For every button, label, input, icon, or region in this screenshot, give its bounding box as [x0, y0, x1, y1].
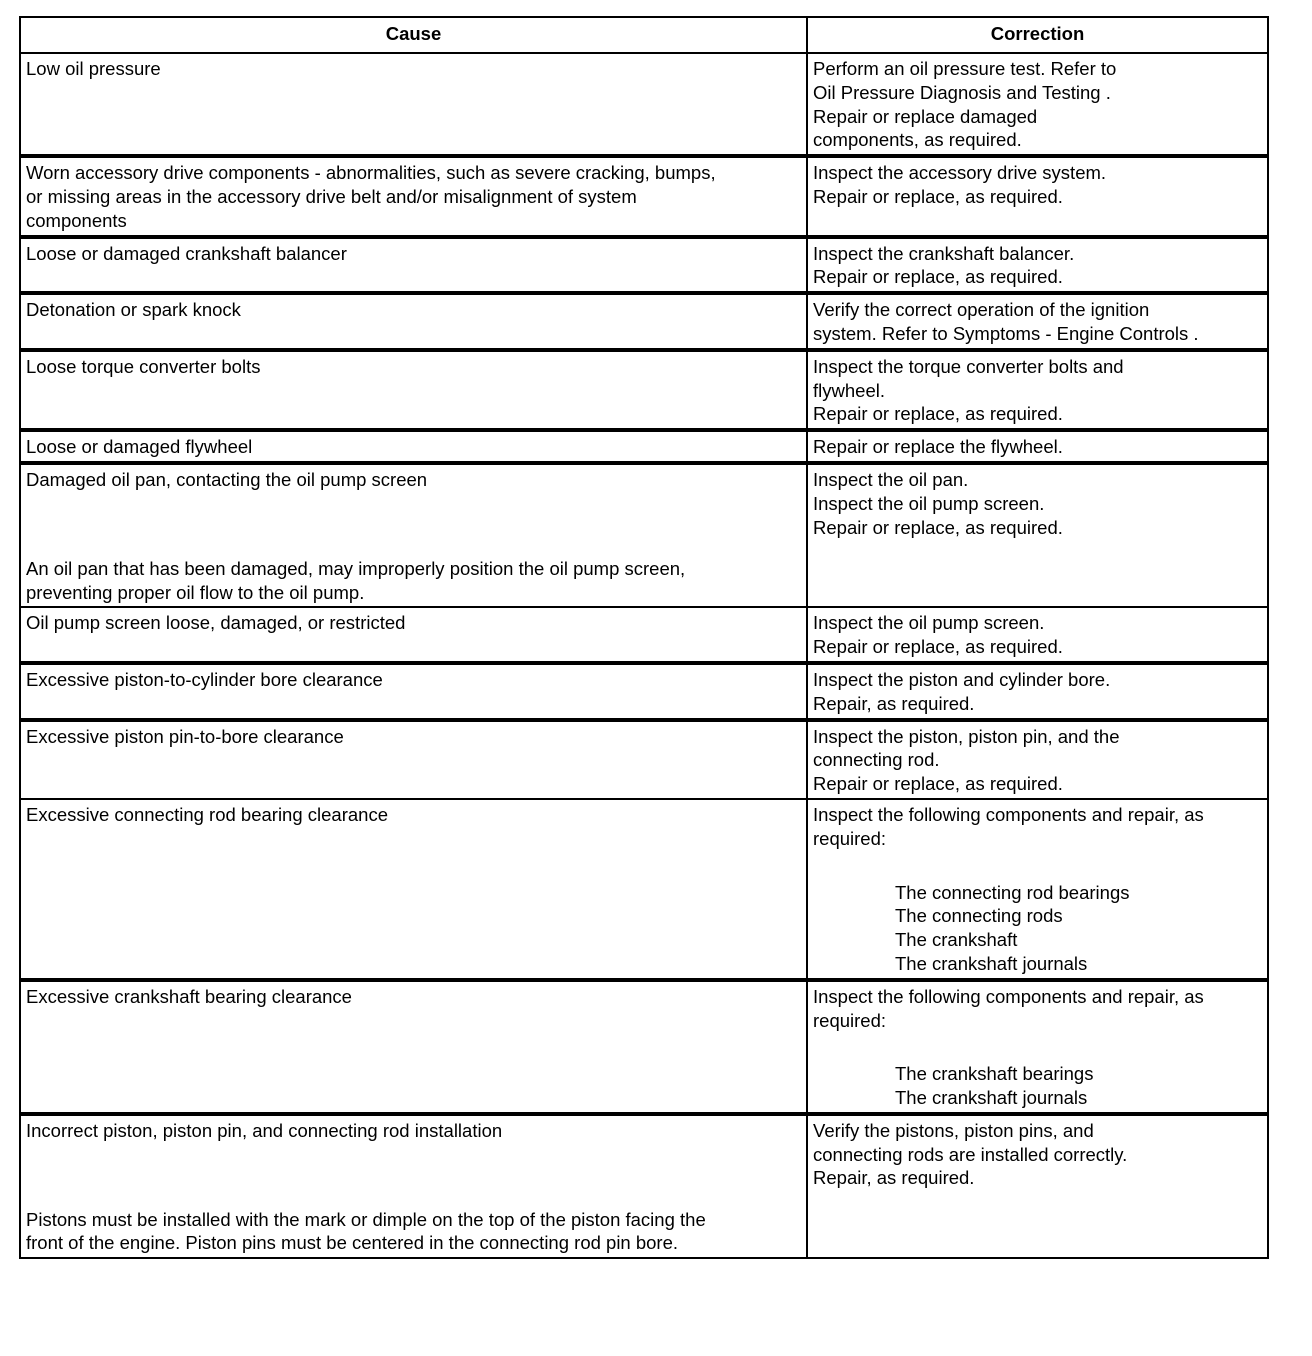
- correction-text: Repair or replace, as required.: [813, 773, 1063, 795]
- spacer: [26, 1143, 801, 1208]
- correction-text: Inspect the oil pump screen.: [813, 612, 1045, 634]
- correction-text: Inspect the oil pump screen.: [813, 492, 1045, 514]
- component-list-item: The crankshaft journals: [895, 1087, 1088, 1109]
- cause-cell: [20, 720, 807, 799]
- correction-cell: [807, 663, 1268, 720]
- correction-text: Verify the pistons, piston pins, and: [813, 1119, 1094, 1141]
- cause-cell: [20, 663, 807, 720]
- correction-cell: [807, 53, 1268, 156]
- cause-text: Loose or damaged crankshaft balancer: [26, 242, 347, 264]
- table-row: [20, 430, 1268, 463]
- cause-cell: [20, 53, 807, 156]
- cause-text: Detonation or spark knock: [26, 299, 241, 321]
- correction-cell: [807, 463, 1268, 607]
- spacer: [813, 851, 1262, 881]
- component-list-item: The crankshaft bearings: [895, 1063, 1094, 1085]
- correction-text: flywheel.: [813, 379, 885, 401]
- correction-cell: [807, 720, 1268, 799]
- table-row: [20, 237, 1268, 294]
- correction-cell: [807, 293, 1268, 350]
- correction-text: Repair, as required.: [813, 692, 975, 714]
- correction-text: system. Refer to Symptoms - Engine Controls .: [813, 322, 1199, 344]
- cause-text: Oil pump screen loose, damaged, or restricted: [26, 612, 406, 634]
- correction-intro-text: Inspect the following components and repair, as: [813, 985, 1204, 1007]
- correction-cell: [807, 607, 1268, 663]
- table-row: [20, 350, 1268, 430]
- correction-text: connecting rod.: [813, 749, 940, 771]
- cause-text: Excessive piston pin-to-bore clearance: [26, 725, 344, 747]
- cause-text: Excessive crankshaft bearing clearance: [26, 985, 352, 1007]
- cause-text: Low oil pressure: [26, 58, 161, 79]
- cause-text: Excessive piston-to-cylinder bore clearance: [26, 668, 383, 690]
- component-list-item: The connecting rods: [895, 905, 1063, 927]
- table-row: [20, 293, 1268, 350]
- correction-intro-text: required:: [813, 1009, 887, 1031]
- correction-text: Oil Pressure Diagnosis and Testing .: [813, 81, 1111, 103]
- correction-text: Repair or replace, as required.: [813, 516, 1063, 538]
- correction-text: Inspect the piston, piston pin, and the: [813, 725, 1120, 747]
- table-row: [20, 663, 1268, 720]
- cause-note-text: Pistons must be installed with the mark or dimple on the top of the piston facing the: [26, 1208, 706, 1230]
- correction-intro-text: Inspect the following components and repair, as: [813, 803, 1204, 825]
- table-row: [20, 1114, 1268, 1258]
- correction-text: Inspect the torque converter bolts and: [813, 355, 1124, 377]
- cause-text: Excessive connecting rod bearing clearance: [26, 803, 388, 825]
- table-header-row: [20, 17, 1268, 53]
- cause-note-text: front of the engine. Piston pins must be centered in the connecting rod pin bore.: [26, 1232, 679, 1254]
- cause-cell: [20, 463, 807, 607]
- correction-text: Inspect the crankshaft balancer.: [813, 242, 1075, 264]
- component-list-item: The connecting rod bearings: [895, 881, 1130, 903]
- correction-cell: [807, 350, 1268, 430]
- cause-cell: [20, 607, 807, 663]
- correction-cell: [807, 980, 1268, 1114]
- table-row: [20, 607, 1268, 663]
- cause-text: Incorrect piston, piston pin, and connecting rod installation: [26, 1119, 503, 1141]
- cause-cell: [20, 980, 807, 1114]
- correction-text: Inspect the oil pan.: [813, 468, 969, 490]
- correction-intro-text: required:: [813, 827, 887, 849]
- correction-cell: [807, 156, 1268, 236]
- correction-cell: [807, 799, 1268, 980]
- cause-text: Loose torque converter bolts: [26, 355, 261, 377]
- correction-cell: [807, 237, 1268, 294]
- cause-note-text: An oil pan that has been damaged, may improperly position the oil pump screen,: [26, 557, 686, 579]
- spacer: [813, 1032, 1262, 1062]
- component-list-item: The crankshaft journals: [895, 952, 1088, 974]
- table-row: [20, 463, 1268, 607]
- cause-text: Damaged oil pan, contacting the oil pump screen: [26, 468, 428, 490]
- cause-cell: [20, 430, 807, 463]
- cause-cell: [20, 156, 807, 236]
- cause-text: Loose or damaged flywheel: [26, 436, 253, 458]
- cause-header: Cause: [20, 17, 807, 53]
- diagnostic-table: [19, 16, 1269, 1259]
- cause-cell: [20, 350, 807, 430]
- cause-text: or missing areas in the accessory drive belt and/or misalignment of system: [26, 185, 637, 207]
- correction-text: Repair, as required.: [813, 1167, 975, 1189]
- table-row: [20, 156, 1268, 236]
- cause-text: Worn accessory drive components - abnormalities, such as severe cracking, bumps,: [26, 162, 716, 184]
- correction-text: Repair or replace the flywheel.: [813, 436, 1063, 458]
- cause-cell: [20, 293, 807, 350]
- cause-cell: [20, 237, 807, 294]
- table-row: [20, 799, 1268, 980]
- correction-text: Repair or replace, as required.: [813, 636, 1063, 658]
- component-list-item: The crankshaft: [895, 929, 1018, 951]
- correction-cell: [807, 1114, 1268, 1258]
- correction-text: Verify the correct operation of the ignition: [813, 299, 1150, 321]
- cause-cell: [20, 1114, 807, 1258]
- correction-header: Correction: [807, 17, 1268, 53]
- cause-text: components: [26, 209, 127, 231]
- table-row: [20, 720, 1268, 799]
- table-row: [20, 980, 1268, 1114]
- correction-text: connecting rods are installed correctly.: [813, 1143, 1128, 1165]
- correction-text: Repair or replace, as required.: [813, 266, 1063, 288]
- spacer: [26, 492, 801, 557]
- correction-text: Repair or replace, as required.: [813, 403, 1063, 425]
- cause-cell: [20, 799, 807, 980]
- correction-text: Repair or replace, as required.: [813, 185, 1063, 207]
- correction-text: Perform an oil pressure test. Refer to: [813, 58, 1117, 79]
- correction-text: components, as required.: [813, 129, 1022, 151]
- correction-cell: [807, 430, 1268, 463]
- table-row: [20, 53, 1268, 156]
- correction-text: Inspect the accessory drive system.: [813, 162, 1107, 184]
- correction-text: Repair or replace damaged: [813, 105, 1038, 127]
- cause-note-text: preventing proper oil flow to the oil pump.: [26, 581, 365, 603]
- correction-text: Inspect the piston and cylinder bore.: [813, 668, 1111, 690]
